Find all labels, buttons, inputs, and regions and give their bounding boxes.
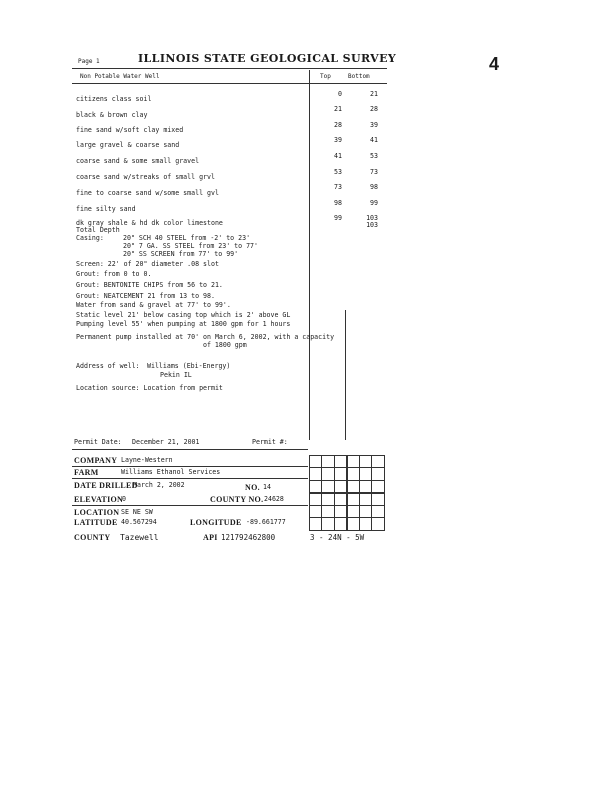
log-row-bottom: 41 — [370, 136, 378, 144]
well-type-label: Non Potable Water Well — [80, 73, 160, 80]
api-value: 121792462800 — [221, 533, 276, 542]
farm-label: FARM — [74, 468, 99, 477]
address-label: Address of well: — [76, 362, 140, 370]
survey-title: ILLINOIS STATE GEOLOGICAL SURVEY — [138, 52, 397, 65]
date-drilled-value: March 2, 2002 — [133, 481, 185, 489]
log-row-top: 99 — [334, 214, 342, 222]
latitude-value: 40.567294 — [121, 518, 157, 526]
note-line: Water from sand & gravel at 77' to 99'. — [76, 301, 231, 309]
county-no-label: COUNTY NO. — [210, 495, 264, 504]
log-row-top: 28 — [334, 121, 342, 129]
log-row-desc: fine sand w/soft clay mixed — [76, 126, 184, 134]
note-line: Screen: 22' of 20" diameter .08 slot — [76, 260, 219, 268]
latitude-label: LATITUDE — [74, 518, 118, 527]
casing-line: 20" 7 GA. SS STEEL from 23' to 77' — [123, 242, 258, 250]
county-label: COUNTY — [74, 533, 111, 542]
header-rule — [72, 68, 387, 69]
log-row-bottom: 21 — [370, 90, 378, 98]
casing-line: 20" SCH 40 STEEL from -2' to 23' — [123, 234, 251, 242]
log-row-desc: large gravel & coarse sand — [76, 141, 180, 149]
log-row-bottom: 53 — [370, 152, 378, 160]
page-number-mark: 4 — [489, 54, 500, 74]
county-value: Tazewell — [120, 533, 159, 542]
rule — [72, 466, 308, 467]
note-line: Pumping level 55' when pumping at 1800 gpm for 1 hours — [76, 320, 291, 328]
table-vertical-rule-right — [345, 310, 346, 440]
log-row-bottom: 39 — [370, 121, 378, 129]
company-label: COMPANY — [74, 456, 118, 465]
address-line: Pekin IL — [160, 371, 192, 379]
log-row-bottom: 103 — [366, 214, 378, 222]
permit-date-label: Permit Date: — [74, 438, 122, 446]
log-row-top: 39 — [334, 136, 342, 144]
address-line: Williams (Ebi-Energy) — [147, 362, 231, 370]
page-label: Page 1 — [78, 58, 100, 65]
permit-date-value: December 21, 2001 — [132, 438, 200, 446]
elevation-label: ELEVATION — [74, 495, 124, 504]
well-no-value: 14 — [263, 483, 271, 491]
col-bottom-header: Bottom — [348, 73, 370, 80]
log-row-desc: coarse sand & some small gravel — [76, 157, 200, 165]
company-value: Layne-Western — [121, 456, 173, 464]
casing-line: 20" SS SCREEN from 77' to 99' — [123, 250, 239, 258]
permit-number-label: Permit #: — [252, 438, 288, 446]
log-row-top: 53 — [334, 168, 342, 176]
location-label: LOCATION — [74, 508, 120, 517]
longitude-label: LONGITUDE — [190, 518, 242, 527]
log-row-top: 41 — [334, 152, 342, 160]
log-row-bottom: 99 — [370, 199, 378, 207]
log-row-top: 98 — [334, 199, 342, 207]
table-vertical-rule — [309, 70, 310, 440]
rule — [72, 505, 308, 506]
casing-label: Casing: — [76, 234, 104, 242]
log-row-desc: fine to coarse sand w/some small gvl — [76, 189, 219, 197]
total-depth-label: Total Depth — [76, 226, 120, 234]
log-row-top: 0 — [338, 90, 342, 98]
elevation-value: 0 — [122, 495, 126, 503]
rule — [72, 478, 308, 479]
log-row-desc: fine silty sand — [76, 205, 136, 213]
api-label: API — [203, 533, 218, 542]
note-line: Static level 21' below casing top which is 2' above GL — [76, 311, 291, 319]
well-no-label: NO. — [245, 483, 260, 492]
section-location-grid — [309, 455, 385, 531]
township-range-value: 3 - 24N - 5W — [310, 533, 365, 542]
col-top-header: Top — [320, 73, 331, 80]
log-row-bottom: 73 — [370, 168, 378, 176]
log-row-bottom: 98 — [370, 183, 378, 191]
log-row-top: 21 — [334, 105, 342, 113]
log-row-bottom: 28 — [370, 105, 378, 113]
note-line: Grout: from 0 to 0. — [76, 270, 152, 278]
location-value: SE NE SW — [121, 508, 153, 516]
location-source: Location source: Location from permit — [76, 384, 223, 392]
permit-rule — [72, 449, 308, 450]
note-line: of 1800 gpm — [203, 341, 247, 349]
log-row-top: 73 — [334, 183, 342, 191]
total-depth-value: 103 — [366, 221, 378, 229]
note-line: Grout: NEATCEMENT 21 from 13 to 98. — [76, 292, 215, 300]
log-row-desc: coarse sand w/streaks of small grvl — [76, 173, 215, 181]
date-drilled-label: DATE DRILLED — [74, 481, 138, 490]
log-row-desc: dk gray shale & hd dk color limestone — [76, 219, 223, 227]
note-line: Grout: BENTONITE CHIPS from 56 to 21. — [76, 281, 223, 289]
log-row-desc: black & brown clay — [76, 111, 148, 119]
log-row-desc: citizens class soil — [76, 95, 152, 103]
note-line: Permanent pump installed at 70' on March 6, 2002, with a capacity — [76, 333, 335, 341]
longitude-value: -89.661777 — [246, 518, 286, 526]
farm-value: Williams Ethanol Services — [121, 468, 221, 476]
table-header-rule — [72, 83, 387, 84]
county-no-value: 24628 — [264, 495, 284, 503]
